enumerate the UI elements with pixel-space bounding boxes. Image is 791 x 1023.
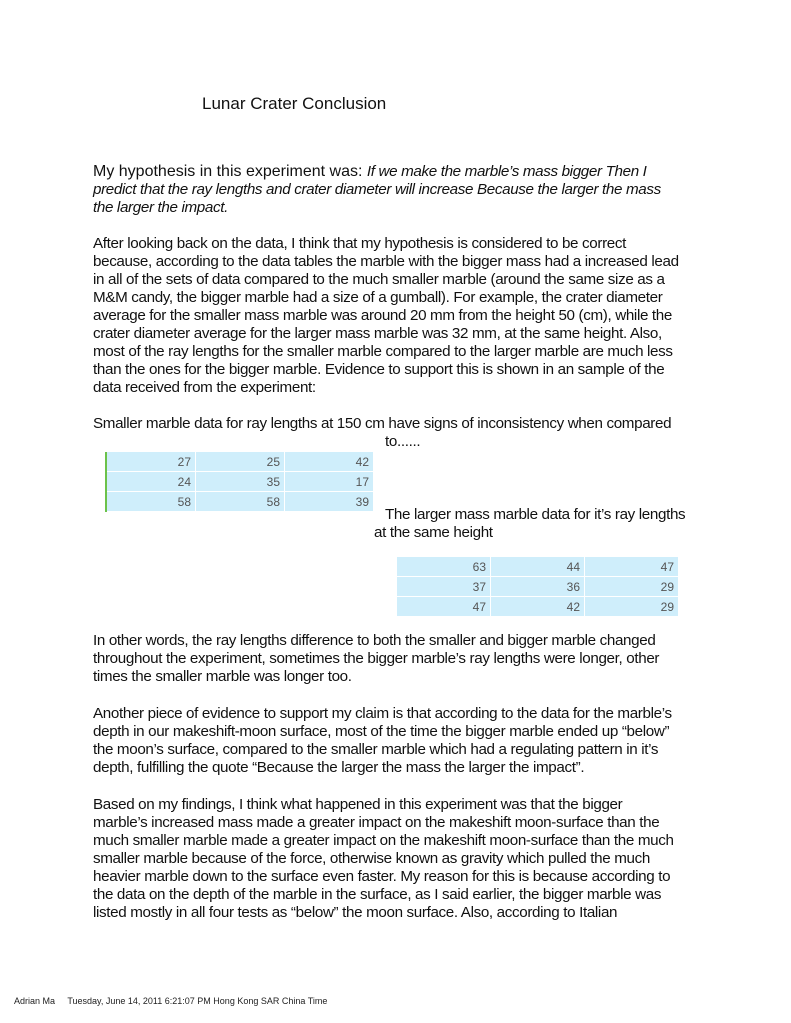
footer-author: Adrian Ma — [14, 996, 56, 1006]
paragraph-line: smaller marble because of the force, otherwise known as gravity which pulled the much — [93, 850, 650, 867]
paragraph-line: crater diameter average for the larger mass marble was 32 mm, at the same height. Also, — [93, 325, 662, 342]
print-footer — [14, 996, 337, 1006]
hypothesis-lead: My hypothesis in this experiment was: — [93, 163, 363, 180]
table-cell: 36 — [491, 577, 585, 597]
paragraph-line: In other words, the ray lengths difference to both the smaller and bigger marble changed — [93, 632, 656, 649]
table-cell: 29 — [585, 577, 679, 597]
smaller-marble-caption-line-1: Smaller marble data for ray lengths at 150 cm have signs of inconsistency when compared — [93, 415, 672, 432]
larger-marble-ray-table — [397, 557, 679, 617]
table-cell: 47 — [585, 557, 679, 577]
smaller-marble-caption-line-2: to...... — [385, 433, 421, 450]
paragraph-line: After looking back on the data, I think that my hypothesis is considered to be correct — [93, 235, 626, 252]
footer-timestamp: Tuesday, June 14, 2011 6:21:07 PM Hong Kong SAR China Time — [67, 996, 328, 1006]
paragraph-hypothesis-evaluation — [93, 235, 713, 397]
paragraph-line: Another piece of evidence to support my claim is that according to the data for the marble’s — [93, 705, 672, 722]
paragraph-line: heavier marble down to the surface even faster. My reason for this is because according to — [93, 868, 671, 885]
table-row — [106, 492, 374, 512]
paragraph-line: data received from the experiment: — [93, 379, 316, 396]
table-cell: 17 — [285, 472, 374, 492]
table-cell: 37 — [397, 577, 491, 597]
paragraph-line: depth in our makeshift-moon surface, most of the time the bigger marble ended up “below” — [93, 723, 670, 740]
paragraph-line: listed mostly in all four tests as “below” the moon surface. Also, according to Italian — [93, 904, 618, 921]
paragraph-line: Based on my findings, I think what happened in this experiment was that the bigger — [93, 796, 623, 813]
table-cell: 58 — [196, 492, 285, 512]
paragraph-line: because, according to the data tables the marble with the bigger mass had a increased lead — [93, 253, 679, 270]
paragraph-line: much smaller marble made a greater impact on the makeshift moon-surface than the much — [93, 832, 674, 849]
paragraph-line: most of the ray lengths for the smaller marble compared to the larger marble are much less — [93, 343, 673, 360]
paragraph-depth-evidence — [93, 705, 713, 777]
table-cell: 42 — [285, 452, 374, 472]
table-row — [397, 557, 679, 577]
table-cell: 29 — [585, 597, 679, 617]
table-cell: 44 — [491, 557, 585, 577]
hypothesis-text-line-2: predict that the ray lengths and crater diameter will increase Because the larger the mass — [93, 181, 661, 198]
hypothesis-first-line — [93, 162, 713, 181]
smaller-marble-ray-table — [105, 452, 374, 512]
document-title: Lunar Crater Conclusion — [202, 94, 387, 113]
larger-marble-caption-line-1: The larger mass marble data for it’s ray lengths — [385, 506, 686, 523]
table-cell: 25 — [196, 452, 285, 472]
table-cell: 58 — [106, 492, 196, 512]
table-row — [106, 452, 374, 472]
table-row — [106, 472, 374, 492]
paragraph-line: the data on the depth of the marble in the surface, as I said earlier, the bigger marble was — [93, 886, 662, 903]
paragraph-line: than the ones for the bigger marble. Evidence to support this is shown in an sample of the — [93, 361, 665, 378]
paragraph-ray-length-difference — [93, 632, 713, 686]
paragraph-line: times the smaller marble was longer too. — [93, 668, 352, 685]
table-cell: 27 — [106, 452, 196, 472]
paragraph-line: marble’s increased mass made a greater impact on the makeshift moon-surface than the — [93, 814, 660, 831]
paragraph-line: throughout the experiment, sometimes the bigger marble’s ray lengths were longer, other — [93, 650, 660, 667]
paragraph-line: the moon’s surface, compared to the smaller marble which had a regulating pattern in it’s — [93, 741, 659, 758]
paragraph-line: in all of the sets of data compared to the much smaller marble (around the same size as a — [93, 271, 665, 288]
hypothesis-text-line-1: If we make the marble’s mass bigger Then I — [366, 163, 647, 180]
table-cell: 42 — [491, 597, 585, 617]
hypothesis-block — [93, 162, 713, 217]
hypothesis-text-line-3: the larger the impact. — [93, 199, 228, 216]
paragraph-line: depth, fulfilling the quote “Because the larger the mass the larger the impact”. — [93, 759, 585, 776]
table-cell: 35 — [196, 472, 285, 492]
larger-marble-caption-line-2: at the same height — [374, 524, 493, 541]
paragraph-line: average for the smaller mass marble was around 20 mm from the height 50 (cm), while the — [93, 307, 672, 324]
table-cell: 47 — [397, 597, 491, 617]
paragraph-findings — [93, 796, 713, 922]
table-cell: 24 — [106, 472, 196, 492]
table-row — [397, 597, 679, 617]
table-row — [397, 577, 679, 597]
table-cell: 39 — [285, 492, 374, 512]
table-cell: 63 — [397, 557, 491, 577]
paragraph-line: M&M candy, the bigger marble had a size of a gumball). For example, the crater diameter — [93, 289, 663, 306]
